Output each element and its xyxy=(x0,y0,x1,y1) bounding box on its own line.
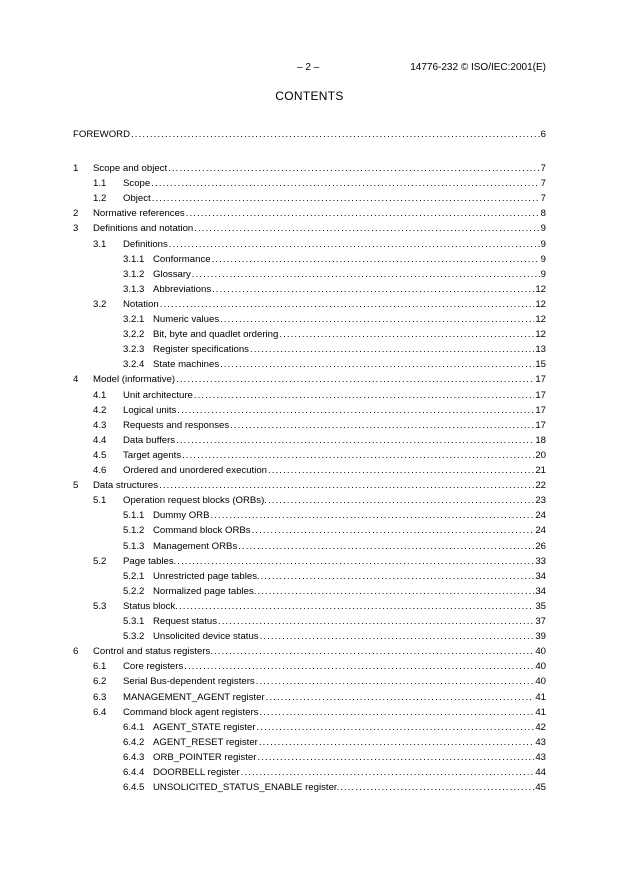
toc-entry-page: 12 xyxy=(535,283,546,295)
toc-entry-page: 18 xyxy=(535,434,546,446)
toc-entry[interactable] xyxy=(0,478,619,493)
dot-leader xyxy=(260,629,535,644)
toc-entry-number: 4.1 xyxy=(93,389,107,401)
toc-entry[interactable] xyxy=(0,448,619,463)
toc-entry[interactable] xyxy=(0,297,619,312)
toc-entry-page: 40 xyxy=(535,676,546,688)
toc-entry-number: 6 xyxy=(73,646,79,658)
toc-entry-page: 7 xyxy=(540,178,546,190)
toc-entry-title: UNSOLICITED_STATUS_ENABLE register. xyxy=(153,782,340,794)
dot-leader xyxy=(151,176,539,191)
toc-entry-number: 6.3 xyxy=(93,691,107,703)
dot-leader xyxy=(257,750,534,765)
toc-entry-number: 4 xyxy=(73,374,79,386)
dot-leader xyxy=(241,765,535,780)
toc-entry[interactable] xyxy=(0,312,619,327)
toc-entry[interactable] xyxy=(0,463,619,478)
toc-entry-title: Model (informative) xyxy=(93,374,176,386)
dot-leader xyxy=(179,599,534,614)
toc-entry-number: 6.4.2 xyxy=(123,736,145,748)
toc-entry[interactable] xyxy=(0,720,619,735)
toc-entry[interactable] xyxy=(0,282,619,297)
toc-entry-title: Control and status registers. xyxy=(93,646,213,658)
toc-entry-number: 6.2 xyxy=(93,676,107,688)
toc-entry-number: 4.2 xyxy=(93,404,107,416)
toc-entry-page: 9 xyxy=(540,253,546,265)
toc-entry-page: 15 xyxy=(535,359,546,371)
toc-entry-title: Serial Bus-dependent registers xyxy=(123,676,255,688)
toc-entry-number: 5.1.3 xyxy=(123,540,145,552)
toc-entry-title: FOREWORD xyxy=(73,129,131,140)
toc-entry-title: Glossary xyxy=(153,268,191,280)
toc-entry-page: 35 xyxy=(535,600,546,612)
toc-entry-number: 5.2 xyxy=(93,555,107,567)
dot-leader xyxy=(131,127,540,142)
toc-entry-title: Target agents xyxy=(123,449,182,461)
dot-leader xyxy=(261,569,535,584)
toc-entry-title: Unsolicited device status xyxy=(153,631,259,643)
toc-entry-title: Notation xyxy=(123,298,159,310)
toc-entry-page: 40 xyxy=(535,646,546,658)
dot-leader xyxy=(159,478,534,493)
toc-entry[interactable] xyxy=(0,252,619,267)
toc-entry-page: 6 xyxy=(540,129,546,140)
toc-entry-title: Page tables. xyxy=(123,555,177,567)
toc-entry-title: Definitions and notation xyxy=(93,223,194,235)
toc-entry[interactable] xyxy=(0,433,619,448)
toc-entry-page: 41 xyxy=(535,706,546,718)
toc-entry-number: 3.1.2 xyxy=(123,268,145,280)
toc-entry-number: 3.2.1 xyxy=(123,314,145,325)
toc-entry-number: 6.4.5 xyxy=(123,782,145,794)
toc-entry-page: 17 xyxy=(535,389,546,401)
toc-entry-page: 12 xyxy=(535,329,546,341)
toc-entry[interactable] xyxy=(0,584,619,599)
toc-entry-number: 5.1.2 xyxy=(123,525,145,537)
dot-leader xyxy=(218,614,534,629)
dot-leader xyxy=(194,388,534,403)
toc-entry-number: 5.3.1 xyxy=(123,616,145,627)
dot-leader xyxy=(220,312,534,327)
toc-entry[interactable] xyxy=(0,327,619,342)
toc-entry[interactable] xyxy=(0,629,619,644)
toc-entry[interactable] xyxy=(0,221,619,236)
toc-entry[interactable] xyxy=(0,267,619,282)
dot-leader xyxy=(266,690,535,705)
toc-entry-title: Logical units xyxy=(123,404,177,416)
toc-entry-title: Data structures xyxy=(93,480,159,492)
toc-entry-number: 3.2.2 xyxy=(123,329,145,341)
toc-entry[interactable] xyxy=(0,176,619,191)
toc-entry-number: 4.4 xyxy=(93,434,107,446)
toc-entry[interactable] xyxy=(0,614,619,629)
dot-leader xyxy=(184,659,534,674)
page-number: – 2 – xyxy=(297,62,320,73)
toc-entry-number: 5.3 xyxy=(93,600,107,612)
toc-entry-page: 20 xyxy=(535,449,546,461)
toc-entry-page: 24 xyxy=(535,525,546,537)
toc-entry-title: Register specifications xyxy=(153,344,249,356)
toc-entry-number: 1 xyxy=(73,163,79,174)
dot-leader xyxy=(238,539,534,554)
toc-entry-title: Management ORBs xyxy=(153,540,238,552)
toc-entry-number: 6.4.3 xyxy=(123,751,145,763)
toc-entry-title: Request status xyxy=(153,616,217,627)
dot-leader xyxy=(340,780,534,795)
toc-entry[interactable] xyxy=(0,508,619,523)
dot-leader xyxy=(177,403,534,418)
toc-entry-title: AGENT_RESET register xyxy=(153,736,258,748)
toc-entry[interactable] xyxy=(0,690,619,705)
toc-entry-title: Unrestricted page tables. xyxy=(153,570,260,582)
dot-leader xyxy=(169,237,540,252)
toc-entry-number: 4.5 xyxy=(93,449,107,461)
toc-entry-number: 6.4.1 xyxy=(123,721,145,733)
toc-entry-title: MANAGEMENT_AGENT register xyxy=(123,691,265,703)
toc-entry-number: 5 xyxy=(73,480,79,492)
dot-leader xyxy=(177,554,534,569)
toc-entry-number: 3.2.3 xyxy=(123,344,145,356)
dot-leader xyxy=(160,297,535,312)
toc-entry[interactable] xyxy=(0,705,619,720)
toc-entry[interactable] xyxy=(0,765,619,780)
toc-entry[interactable] xyxy=(0,750,619,765)
toc-entry-title: Command block ORBs xyxy=(153,525,251,537)
toc-entry-page: 23 xyxy=(535,495,546,507)
dot-leader xyxy=(211,508,535,523)
toc-entry-number: 5.1.1 xyxy=(123,510,145,522)
toc-entry-number: 5.3.2 xyxy=(123,631,145,643)
toc-entry-title: Normalized page tables. xyxy=(153,585,257,597)
toc-entry-title: Core registers xyxy=(123,661,184,673)
toc-entry-page: 45 xyxy=(535,782,546,794)
dot-leader xyxy=(256,674,535,689)
dot-leader xyxy=(252,523,535,538)
toc-entry-title: Normative references xyxy=(93,208,185,220)
toc-entry-page: 34 xyxy=(535,570,546,582)
dot-leader xyxy=(152,191,540,206)
toc-entry-title: Data buffers xyxy=(123,434,176,446)
toc-entry-page: 40 xyxy=(535,661,546,673)
dot-leader xyxy=(268,463,534,478)
toc-entry-number: 6.4.4 xyxy=(123,767,145,778)
toc-entry[interactable] xyxy=(0,569,619,584)
toc-entry-number: 3.2 xyxy=(93,298,107,310)
toc-entry[interactable] xyxy=(0,357,619,372)
toc-entry-title: Command block agent registers xyxy=(123,706,259,718)
toc-entry-title: Object xyxy=(123,193,151,205)
standard-reference: 14776-232 © ISO/IEC:2001(E) xyxy=(410,62,546,73)
dot-leader xyxy=(176,433,534,448)
toc-entry-page: 34 xyxy=(535,585,546,597)
toc-entry-page: 24 xyxy=(535,510,546,522)
toc-entry-page: 12 xyxy=(535,298,546,310)
toc-entry[interactable] xyxy=(0,388,619,403)
toc-entry[interactable] xyxy=(0,161,619,176)
toc-entry-title: Numeric values xyxy=(153,314,220,325)
toc-entry-title: Scope xyxy=(123,178,151,190)
dot-leader xyxy=(259,705,534,720)
toc-entry-title: Ordered and unordered execution xyxy=(123,465,268,476)
toc-entry-page: 7 xyxy=(540,163,546,174)
toc-entry[interactable] xyxy=(0,554,619,569)
dot-leader xyxy=(220,357,534,372)
dot-leader xyxy=(212,252,540,267)
toc-entry[interactable] xyxy=(0,418,619,433)
toc-entry-title: Scope and object xyxy=(93,163,168,174)
toc-entry-title: Abbreviations xyxy=(153,283,212,295)
toc-entry-page: 43 xyxy=(535,751,546,763)
toc-entry-page: 39 xyxy=(535,631,546,643)
toc-entry[interactable] xyxy=(0,237,619,252)
dot-leader xyxy=(194,221,539,236)
toc-entry-page: 21 xyxy=(535,465,546,476)
toc-entry-title: Operation request blocks (ORBs). xyxy=(123,495,267,507)
toc-entry-number: 5.1 xyxy=(93,495,107,507)
toc-entry-number: 4.6 xyxy=(93,465,107,476)
toc-entry[interactable] xyxy=(0,191,619,206)
toc-entry[interactable] xyxy=(0,523,619,538)
toc-entry-title: Status block. xyxy=(123,600,178,612)
toc-entry[interactable] xyxy=(0,342,619,357)
toc-entry-page: 26 xyxy=(535,540,546,552)
toc-entry-page: 9 xyxy=(540,223,546,235)
dot-leader xyxy=(182,448,534,463)
toc-entry-page: 17 xyxy=(535,374,546,386)
toc-entry-page: 41 xyxy=(535,691,546,703)
toc-entry[interactable] xyxy=(0,206,619,221)
toc-entry[interactable] xyxy=(0,127,619,142)
toc-entry-page: 42 xyxy=(535,721,546,733)
toc-entry-title: AGENT_STATE register xyxy=(153,721,256,733)
toc-entry-page: 17 xyxy=(535,404,546,416)
toc-entry-title: ORB_POINTER register xyxy=(153,751,257,763)
dot-leader xyxy=(214,644,534,659)
dot-leader xyxy=(279,327,534,342)
dot-leader xyxy=(250,342,534,357)
toc-entry[interactable] xyxy=(0,780,619,795)
dot-leader xyxy=(176,372,534,387)
dot-leader xyxy=(168,161,540,176)
toc-entry-title: Dummy ORB xyxy=(153,510,210,522)
toc-entry[interactable] xyxy=(0,372,619,387)
toc-entry-number: 3 xyxy=(73,223,79,235)
toc-entry-number: 5.2.1 xyxy=(123,570,145,582)
toc-entry-page: 9 xyxy=(540,238,546,250)
toc-entry[interactable] xyxy=(0,493,619,508)
toc-entry-page: 17 xyxy=(535,419,546,431)
toc-entry-number: 5.2.2 xyxy=(123,585,145,597)
toc-entry-number: 1.1 xyxy=(93,178,107,190)
toc-entry[interactable] xyxy=(0,644,619,659)
toc-entry-title: Conformance xyxy=(153,253,211,265)
toc-entry-number: 1.2 xyxy=(93,193,107,205)
toc-entry[interactable] xyxy=(0,539,619,554)
toc-entry-page: 13 xyxy=(535,344,546,356)
dot-leader xyxy=(259,735,534,750)
toc-entry[interactable] xyxy=(0,599,619,614)
toc-entry-number: 3.1.1 xyxy=(123,253,145,265)
dot-leader xyxy=(268,493,534,508)
toc-entry-title: DOORBELL register xyxy=(153,767,240,778)
toc-entry-number: 3.2.4 xyxy=(123,359,145,371)
toc-entry[interactable] xyxy=(0,403,619,418)
dot-leader xyxy=(186,206,540,221)
toc-entry[interactable] xyxy=(0,659,619,674)
toc-entry[interactable] xyxy=(0,674,619,689)
toc-entry-number: 6.1 xyxy=(93,661,107,673)
contents-title: CONTENTS xyxy=(275,89,344,103)
toc-entry-page: 12 xyxy=(535,314,546,325)
toc-entry-title: State machines xyxy=(153,359,220,371)
dot-leader xyxy=(192,267,540,282)
dot-leader xyxy=(257,720,535,735)
toc-entry-page: 37 xyxy=(535,616,546,627)
toc-entry-page: 22 xyxy=(535,480,546,492)
toc-entry-number: 4.3 xyxy=(93,419,107,431)
dot-leader xyxy=(230,418,534,433)
dot-leader xyxy=(257,584,534,599)
toc-entry-page: 43 xyxy=(535,736,546,748)
toc-entry-title: Bit, byte and quadlet ordering xyxy=(153,329,279,341)
toc-entry-number: 6.4 xyxy=(93,706,107,718)
toc-entry-page: 7 xyxy=(540,193,546,205)
toc-entry-page: 33 xyxy=(535,555,546,567)
toc-entry-number: 3.1.3 xyxy=(123,283,145,295)
toc-entry-title: Requests and responses xyxy=(123,419,230,431)
dot-leader xyxy=(212,282,534,297)
toc-entry-title: Definitions xyxy=(123,238,168,250)
toc-entry-page: 44 xyxy=(535,767,546,778)
toc-entry-number: 3.1 xyxy=(93,238,107,250)
toc-entry-page: 9 xyxy=(540,268,546,280)
toc-entry-number: 2 xyxy=(73,208,79,220)
toc-entry-page: 8 xyxy=(540,208,546,220)
toc-entry[interactable] xyxy=(0,735,619,750)
toc-entry-title: Unit architecture xyxy=(123,389,193,401)
